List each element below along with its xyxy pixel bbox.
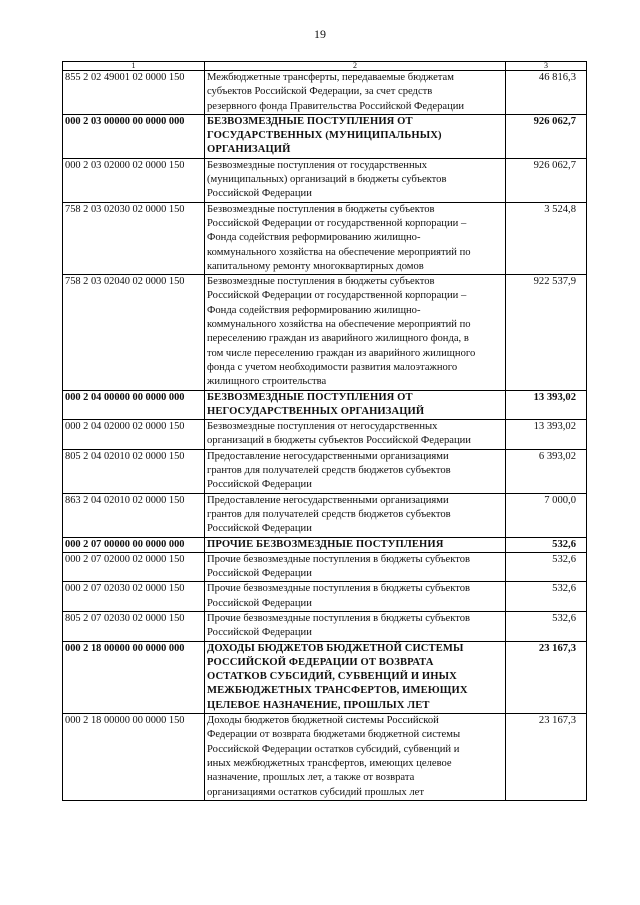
amount: 3 524,8 bbox=[506, 202, 587, 274]
amount: 23 167,3 bbox=[506, 714, 587, 801]
amount: 926 062,7 bbox=[506, 114, 587, 158]
revenue-name-line: БЕЗВОЗМЕЗДНЫЕ ПОСТУПЛЕНИЯ ОТ bbox=[207, 115, 413, 127]
amount: 926 062,7 bbox=[506, 158, 587, 202]
revenue-name-line: РОССИЙСКОЙ ФЕДЕРАЦИИ ОТ ВОЗВРАТА bbox=[207, 656, 434, 668]
revenue-name bbox=[205, 537, 506, 552]
revenue-name-line: Российской Федерации остатков субсидий, субвенций и bbox=[207, 743, 460, 755]
revenue-name-line: Федерации от возврата бюджетами бюджетной системы bbox=[207, 729, 461, 741]
revenue-name-line: НЕГОСУДАРСТВЕННЫХ ОРГАНИЗАЦИЙ bbox=[207, 405, 425, 417]
revenue-name-line: (муниципальных) организаций в бюджеты субъектов bbox=[207, 174, 447, 186]
budget-code: 000 2 18 00000 00 0000 150 bbox=[63, 714, 205, 801]
amount: 23 167,3 bbox=[506, 641, 587, 713]
revenue-name bbox=[205, 714, 506, 801]
revenue-name-line: Фонда содействия реформированию жилищно- bbox=[207, 304, 421, 316]
revenue-name-line: Фонда содействия реформированию жилищно- bbox=[207, 232, 421, 244]
revenue-name-line: БЕЗВОЗМЕЗДНЫЕ ПОСТУПЛЕНИЯ ОТ bbox=[207, 391, 413, 403]
revenue-name bbox=[205, 493, 506, 537]
column-number-row bbox=[63, 62, 587, 71]
table-row bbox=[63, 158, 587, 202]
revenue-name bbox=[205, 158, 506, 202]
amount: 6 393,02 bbox=[506, 449, 587, 493]
table-row bbox=[63, 275, 587, 390]
revenue-name-line: ГОСУДАРСТВЕННЫХ (МУНИЦИПАЛЬНЫХ) bbox=[207, 130, 442, 142]
budget-code: 000 2 03 02000 02 0000 150 bbox=[63, 158, 205, 202]
revenue-table bbox=[62, 61, 587, 801]
revenue-name-line: Безвозмездные поступления от государственных bbox=[207, 159, 428, 171]
revenue-name-line: Безвозмездные поступления в бюджеты субъектов bbox=[207, 276, 435, 288]
table-row bbox=[63, 582, 587, 612]
revenue-name-line: жилищного строительства bbox=[207, 376, 327, 388]
column-header-2: 2 bbox=[205, 62, 506, 71]
section-row bbox=[63, 641, 587, 713]
revenue-name-line: Безвозмездные поступления от негосударственных bbox=[207, 421, 438, 433]
budget-code: 855 2 02 49001 02 0000 150 bbox=[63, 71, 205, 115]
budget-code: 758 2 03 02030 02 0000 150 bbox=[63, 202, 205, 274]
table-row bbox=[63, 202, 587, 274]
revenue-name bbox=[205, 449, 506, 493]
revenue-name bbox=[205, 611, 506, 641]
budget-code: 758 2 03 02040 02 0000 150 bbox=[63, 275, 205, 390]
amount: 532,6 bbox=[506, 537, 587, 552]
revenue-name-line: Доходы бюджетов бюджетной системы Российской bbox=[207, 715, 439, 727]
revenue-name-line: Безвозмездные поступления в бюджеты субъектов bbox=[207, 203, 435, 215]
revenue-name-line: коммунального хозяйства на обеспечение мероприятий по bbox=[207, 319, 471, 331]
budget-code: 805 2 07 02030 02 0000 150 bbox=[63, 611, 205, 641]
revenue-name-line: Российской Федерации bbox=[207, 523, 312, 535]
revenue-name-line: ДОХОДЫ БЮДЖЕТОВ БЮДЖЕТНОЙ СИСТЕМЫ bbox=[207, 642, 464, 654]
revenue-name-line: субъектов Российской Федерации, за счет средств bbox=[207, 86, 433, 98]
amount: 532,6 bbox=[506, 552, 587, 582]
section-row bbox=[63, 390, 587, 420]
revenue-name-line: Российской Федерации bbox=[207, 188, 312, 200]
revenue-name-line: иных межбюджетных трансфертов, имеющих целевое bbox=[207, 757, 452, 769]
amount: 532,6 bbox=[506, 582, 587, 612]
budget-code: 000 2 07 02030 02 0000 150 bbox=[63, 582, 205, 612]
table-row bbox=[63, 714, 587, 801]
revenue-name-line: переселению граждан из аварийного жилищного фонда, в bbox=[207, 333, 469, 345]
revenue-name-line: организациями остатков субсидий прошлых лет bbox=[207, 786, 424, 798]
revenue-name-line: Предоставление негосударственными организациями bbox=[207, 494, 449, 506]
budget-code: 000 2 18 00000 00 0000 000 bbox=[63, 641, 205, 713]
revenue-name-line: Российской Федерации bbox=[207, 568, 312, 580]
revenue-name-line: Российской Федерации bbox=[207, 479, 312, 491]
revenue-name-line: Российской Федерации от государственной корпорации – bbox=[207, 217, 467, 229]
amount: 13 393,02 bbox=[506, 390, 587, 420]
revenue-name-line: том числе переселению граждан из аварийного жилищного bbox=[207, 347, 476, 359]
revenue-name bbox=[205, 582, 506, 612]
table-body bbox=[63, 62, 587, 801]
budget-code: 805 2 04 02010 02 0000 150 bbox=[63, 449, 205, 493]
revenue-name bbox=[205, 420, 506, 450]
revenue-name-line: Предоставление негосударственными организациями bbox=[207, 450, 449, 462]
revenue-name bbox=[205, 390, 506, 420]
revenue-name-line: Прочие безвозмездные поступления в бюджеты субъектов bbox=[207, 553, 471, 565]
revenue-name-line: ОСТАТКОВ СУБСИДИЙ, СУБВЕНЦИЙ И ИНЫХ bbox=[207, 671, 457, 683]
budget-code: 000 2 03 00000 00 0000 000 bbox=[63, 114, 205, 158]
revenue-name-line: Российской Федерации bbox=[207, 597, 312, 609]
column-header-1: 1 bbox=[63, 62, 205, 71]
revenue-name-line: капитальному ремонту многоквартирных домов bbox=[207, 260, 424, 272]
revenue-name-line: назначение, прошлых лет, а также от возврата bbox=[207, 772, 415, 784]
revenue-name-line: Прочие безвозмездные поступления в бюджеты субъектов bbox=[207, 583, 471, 595]
revenue-name-line: Российской Федерации от государственной корпорации – bbox=[207, 290, 467, 302]
table-row bbox=[63, 552, 587, 582]
budget-code: 000 2 04 02000 02 0000 150 bbox=[63, 420, 205, 450]
amount: 922 537,9 bbox=[506, 275, 587, 390]
revenue-name-line: организаций в бюджеты субъектов Российской Федерации bbox=[207, 435, 471, 447]
section-row bbox=[63, 537, 587, 552]
budget-code: 000 2 07 02000 02 0000 150 bbox=[63, 552, 205, 582]
revenue-name-line: грантов для получателей средств бюджетов субъектов bbox=[207, 465, 451, 477]
revenue-name-line: ПРОЧИЕ БЕЗВОЗМЕЗДНЫЕ ПОСТУПЛЕНИЯ bbox=[207, 538, 444, 550]
revenue-name-line: коммунального хозяйства на обеспечение мероприятий по bbox=[207, 246, 471, 258]
amount: 13 393,02 bbox=[506, 420, 587, 450]
revenue-name bbox=[205, 202, 506, 274]
table-row bbox=[63, 611, 587, 641]
revenue-name-line: МЕЖБЮДЖЕТНЫХ ТРАНСФЕРТОВ, ИМЕЮЩИХ bbox=[207, 685, 468, 697]
amount: 7 000,0 bbox=[506, 493, 587, 537]
budget-code: 000 2 07 00000 00 0000 000 bbox=[63, 537, 205, 552]
revenue-name bbox=[205, 552, 506, 582]
revenue-name-line: Межбюджетные трансферты, передаваемые бюджетам bbox=[207, 72, 454, 83]
revenue-name bbox=[205, 275, 506, 390]
table-row bbox=[63, 420, 587, 450]
table-row bbox=[63, 71, 587, 115]
revenue-name-line: Российской Федерации bbox=[207, 627, 312, 639]
column-header-3: 3 bbox=[506, 62, 587, 71]
table-row bbox=[63, 493, 587, 537]
revenue-name bbox=[205, 641, 506, 713]
revenue-name-line: ЦЕЛЕВОЕ НАЗНАЧЕНИЕ, ПРОШЛЫХ ЛЕТ bbox=[207, 699, 430, 711]
revenue-name-line: ОРГАНИЗАЦИЙ bbox=[207, 144, 291, 156]
budget-code: 863 2 04 02010 02 0000 150 bbox=[63, 493, 205, 537]
page-number: 19 bbox=[314, 27, 326, 41]
budget-code: 000 2 04 00000 00 0000 000 bbox=[63, 390, 205, 420]
table-row bbox=[63, 449, 587, 493]
amount: 532,6 bbox=[506, 611, 587, 641]
revenue-name bbox=[205, 71, 506, 115]
section-row bbox=[63, 114, 587, 158]
amount: 46 816,3 bbox=[506, 71, 587, 115]
revenue-name-line: Прочие безвозмездные поступления в бюджеты субъектов bbox=[207, 612, 471, 624]
revenue-name-line: фонда с учетом необходимости развития малоэтажного bbox=[207, 361, 458, 373]
revenue-name bbox=[205, 114, 506, 158]
revenue-name-line: резервного фонда Правительства Российской Федерации bbox=[207, 100, 465, 112]
revenue-name-line: грантов для получателей средств бюджетов субъектов bbox=[207, 508, 451, 520]
